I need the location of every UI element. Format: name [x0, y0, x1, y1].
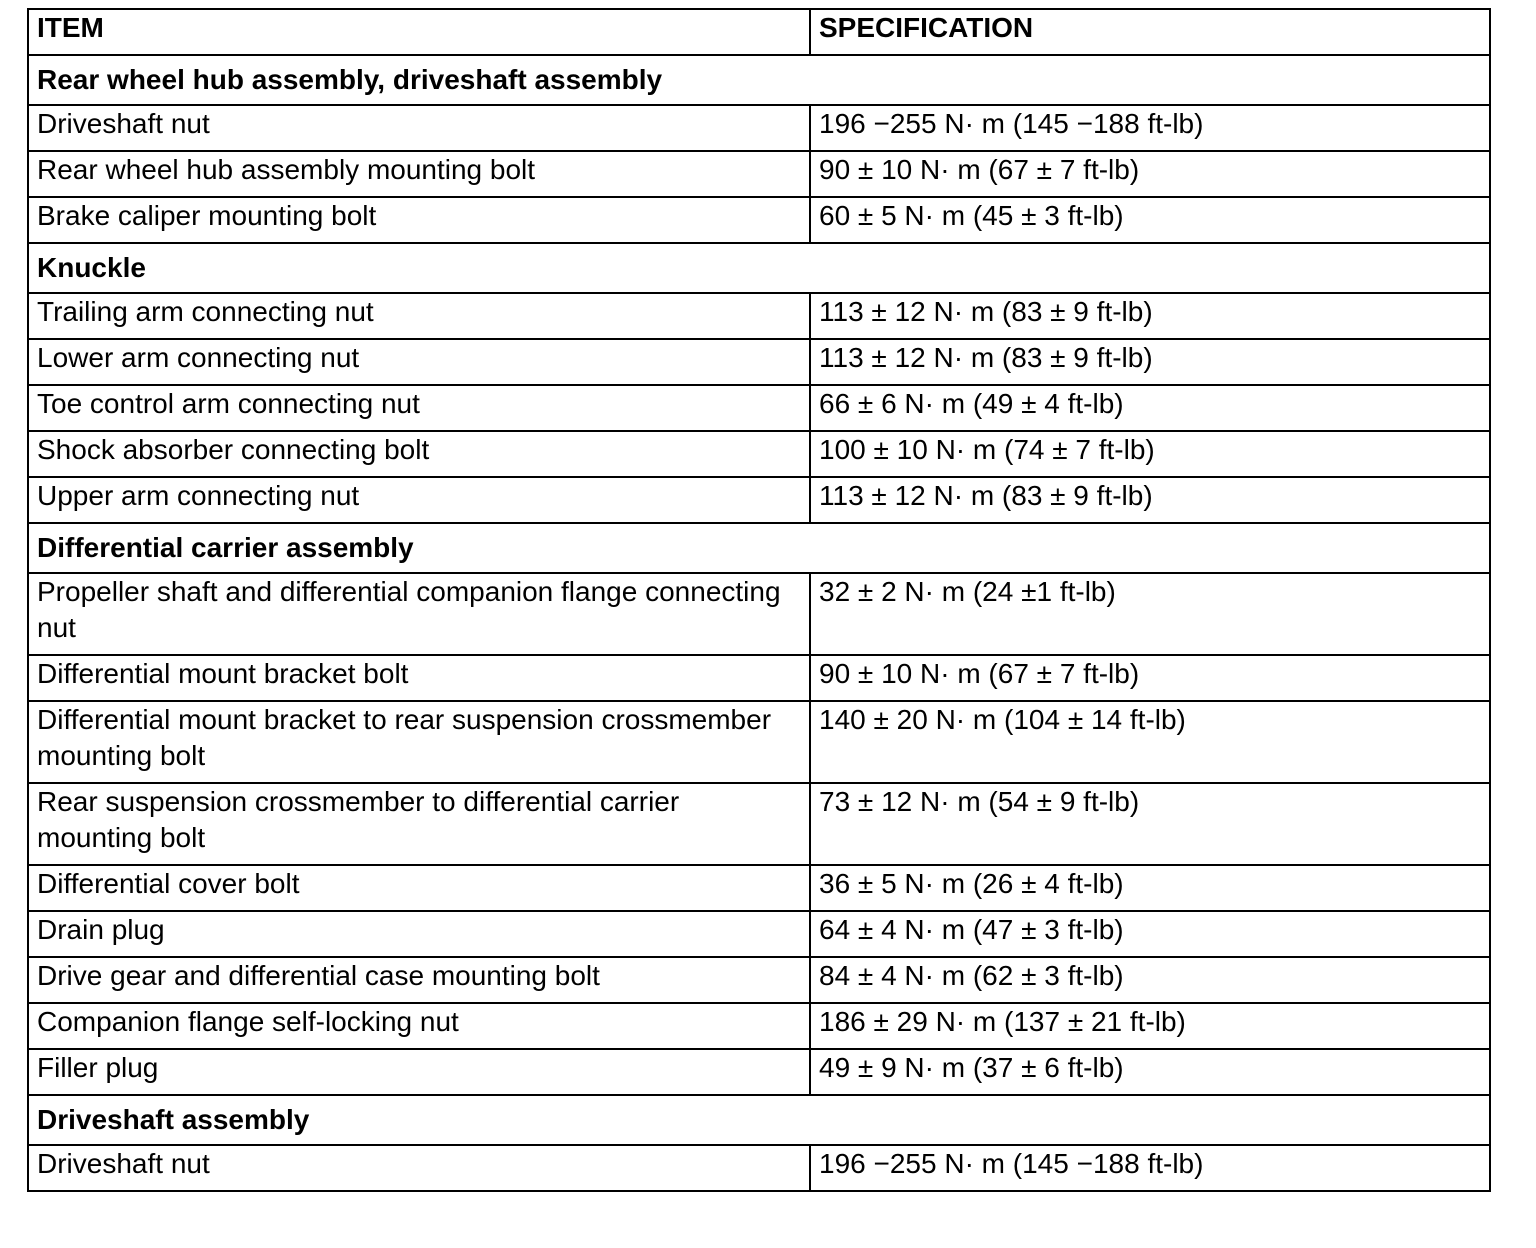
table-row [28, 151, 1490, 197]
table-row [28, 197, 1490, 243]
spec-cell: 64 ± 4 N· m (47 ± 3 ft-lb) [810, 911, 1490, 957]
spec-cell: 186 ± 29 N· m (137 ± 21 ft-lb) [810, 1003, 1490, 1049]
spec-cell: 140 ± 20 N· m (104 ± 14 ft-lb) [810, 701, 1490, 783]
table-row [28, 911, 1490, 957]
table-row [28, 105, 1490, 151]
spec-cell: 113 ± 12 N· m (83 ± 9 ft-lb) [810, 339, 1490, 385]
spec-cell: 84 ± 4 N· m (62 ± 3 ft-lb) [810, 957, 1490, 1003]
item-cell: Differential mount bracket to rear suspension crossmember mounting bolt [28, 701, 810, 783]
item-cell: Shock absorber connecting bolt [28, 431, 810, 477]
header-row [28, 9, 1490, 55]
spec-cell: 32 ± 2 N· m (24 ±1 ft-lb) [810, 573, 1490, 655]
spec-cell: 66 ± 6 N· m (49 ± 4 ft-lb) [810, 385, 1490, 431]
item-cell: Drive gear and differential case mounting bolt [28, 957, 810, 1003]
item-cell: Driveshaft nut [28, 1145, 810, 1191]
spec-cell: 73 ± 12 N· m (54 ± 9 ft-lb) [810, 783, 1490, 865]
item-cell: Lower arm connecting nut [28, 339, 810, 385]
table-row [28, 1003, 1490, 1049]
section-title: Knuckle [28, 243, 1490, 293]
spec-cell: 113 ± 12 N· m (83 ± 9 ft-lb) [810, 293, 1490, 339]
table-row [28, 957, 1490, 1003]
section-title: Differential carrier assembly [28, 523, 1490, 573]
spec-cell: 90 ± 10 N· m (67 ± 7 ft-lb) [810, 151, 1490, 197]
header-item: ITEM [28, 9, 810, 55]
item-cell: Rear wheel hub assembly mounting bolt [28, 151, 810, 197]
section-row [28, 243, 1490, 293]
header-specification: SPECIFICATION [810, 9, 1490, 55]
table-row [28, 865, 1490, 911]
item-cell: Drain plug [28, 911, 810, 957]
table-row [28, 293, 1490, 339]
item-cell: Upper arm connecting nut [28, 477, 810, 523]
table-row [28, 339, 1490, 385]
spec-cell: 113 ± 12 N· m (83 ± 9 ft-lb) [810, 477, 1490, 523]
spec-cell: 196 −255 N· m (145 −188 ft-lb) [810, 1145, 1490, 1191]
item-cell: Trailing arm connecting nut [28, 293, 810, 339]
table-row [28, 1145, 1490, 1191]
torque-spec-table [27, 8, 1491, 1192]
table-row [28, 1049, 1490, 1095]
table-row [28, 573, 1490, 655]
item-cell: Differential cover bolt [28, 865, 810, 911]
table-row [28, 701, 1490, 783]
table-row [28, 783, 1490, 865]
item-cell: Brake caliper mounting bolt [28, 197, 810, 243]
section-title: Rear wheel hub assembly, driveshaft assembly [28, 55, 1490, 105]
section-row [28, 55, 1490, 105]
table-row [28, 477, 1490, 523]
item-cell: Filler plug [28, 1049, 810, 1095]
item-cell: Companion flange self-locking nut [28, 1003, 810, 1049]
spec-cell: 60 ± 5 N· m (45 ± 3 ft-lb) [810, 197, 1490, 243]
item-cell: Driveshaft nut [28, 105, 810, 151]
spec-cell: 49 ± 9 N· m (37 ± 6 ft-lb) [810, 1049, 1490, 1095]
spec-cell: 36 ± 5 N· m (26 ± 4 ft-lb) [810, 865, 1490, 911]
item-cell: Toe control arm connecting nut [28, 385, 810, 431]
section-row [28, 523, 1490, 573]
section-title: Driveshaft assembly [28, 1095, 1490, 1145]
spec-cell: 100 ± 10 N· m (74 ± 7 ft-lb) [810, 431, 1490, 477]
item-cell: Propeller shaft and differential companion flange connecting nut [28, 573, 810, 655]
table-row [28, 655, 1490, 701]
spec-cell: 90 ± 10 N· m (67 ± 7 ft-lb) [810, 655, 1490, 701]
item-cell: Differential mount bracket bolt [28, 655, 810, 701]
spec-cell: 196 −255 N· m (145 −188 ft-lb) [810, 105, 1490, 151]
table-row [28, 431, 1490, 477]
section-row [28, 1095, 1490, 1145]
table-row [28, 385, 1490, 431]
item-cell: Rear suspension crossmember to differential carrier mounting bolt [28, 783, 810, 865]
